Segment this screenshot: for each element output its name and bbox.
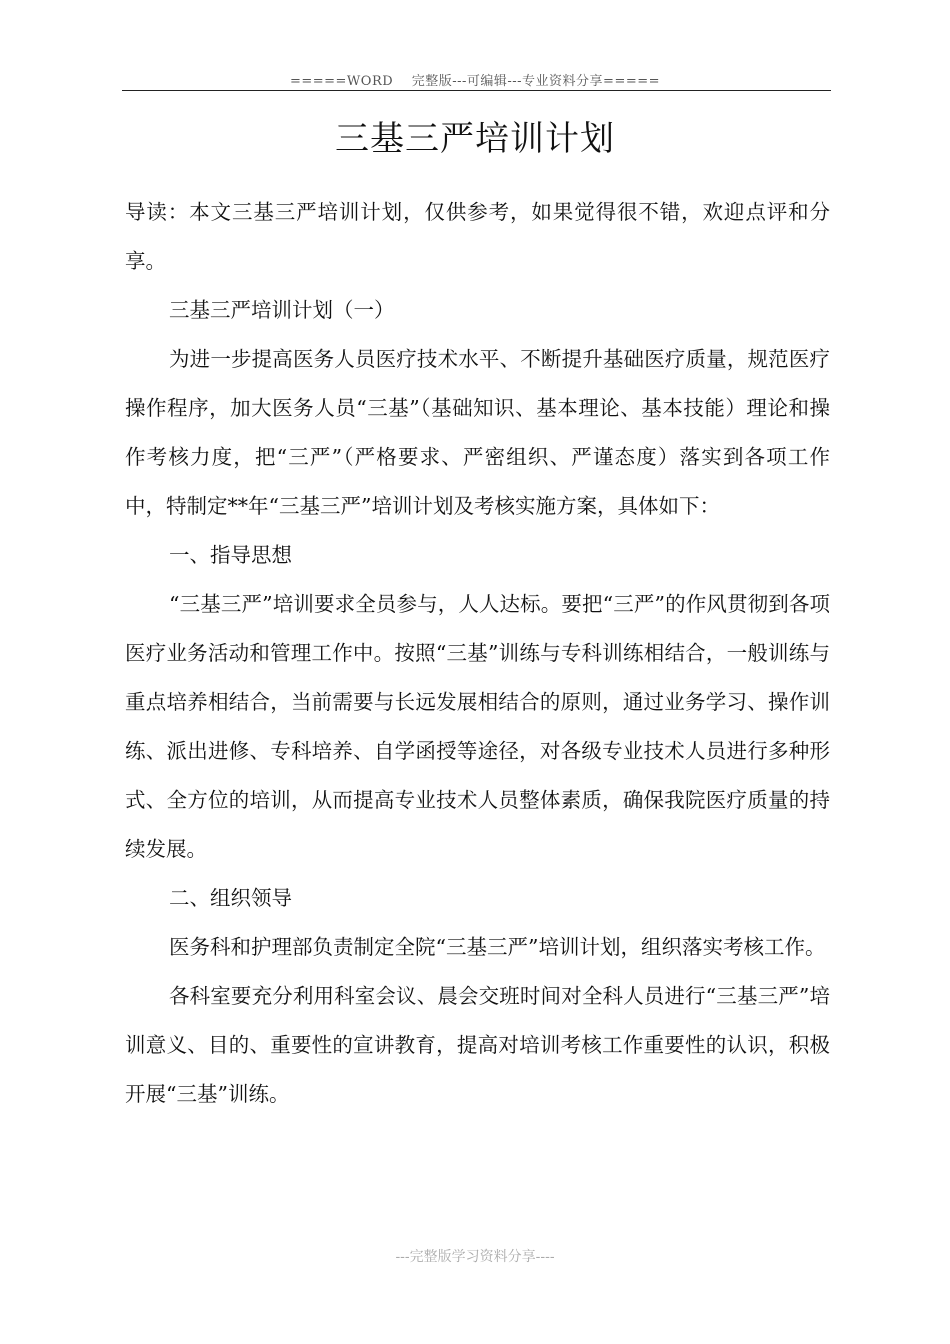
body-paragraph: 为进一步提高医务人员医疗技术水平、不断提升基础医疗质量，规范医疗操作程序，加大医务人员“三基”（基础知识、基本理论、基本技能）理论和操作考核力度，把“三严”（严格要求、严密组织、严谨态度）落实到各项工作中，特制定**年“三基三严”培训计划及考核实施方案，具体如下： — [125, 347, 830, 518]
section-heading: 三基三严培训计划（一） — [169, 298, 395, 322]
body-paragraph: 医务科和护理部负责制定全院“三基三严”培训计划，组织落实考核工作。 — [169, 935, 826, 959]
page-header: =====WORD 完整版---可编辑---专业资料分享===== — [289, 74, 661, 89]
document-title: 三基三严培训计划 — [335, 118, 615, 159]
body-paragraph: “三基三严”培训要求全员参与，人人达标。要把“三严”的作风贯彻到各项医疗业务活动和管理工作中。按照“三基”训练与专科训练相结合，一般训练与重点培养相结合，当前需要与长远发展相结合的原则，通过业务学习、操作训练、派出进修、专科培养、自学函授等途径，对各级专业技术人员进行多种形式、全方位的培训，从而提高专业技术人员整体素质，确保我院医疗质量的持续发展。 — [125, 592, 830, 861]
intro-paragraph: 导读：本文三基三严培训计划，仅供参考，如果觉得很不错，欢迎点评和分享。 — [125, 200, 830, 273]
document-body — [125, 188, 830, 1119]
section-heading: 二、组织领导 — [169, 886, 292, 910]
header-divider — [122, 90, 831, 91]
page-footer: ---完整版学习资料分享---- — [395, 1249, 555, 1265]
section-heading: 一、指导思想 — [169, 543, 292, 567]
body-paragraph: 各科室要充分利用科室会议、晨会交班时间对全科人员进行“三基三严”培训意义、目的、重要性的宣讲教育，提高对培训考核工作重要性的认识，积极开展“三基”训练。 — [125, 984, 830, 1106]
